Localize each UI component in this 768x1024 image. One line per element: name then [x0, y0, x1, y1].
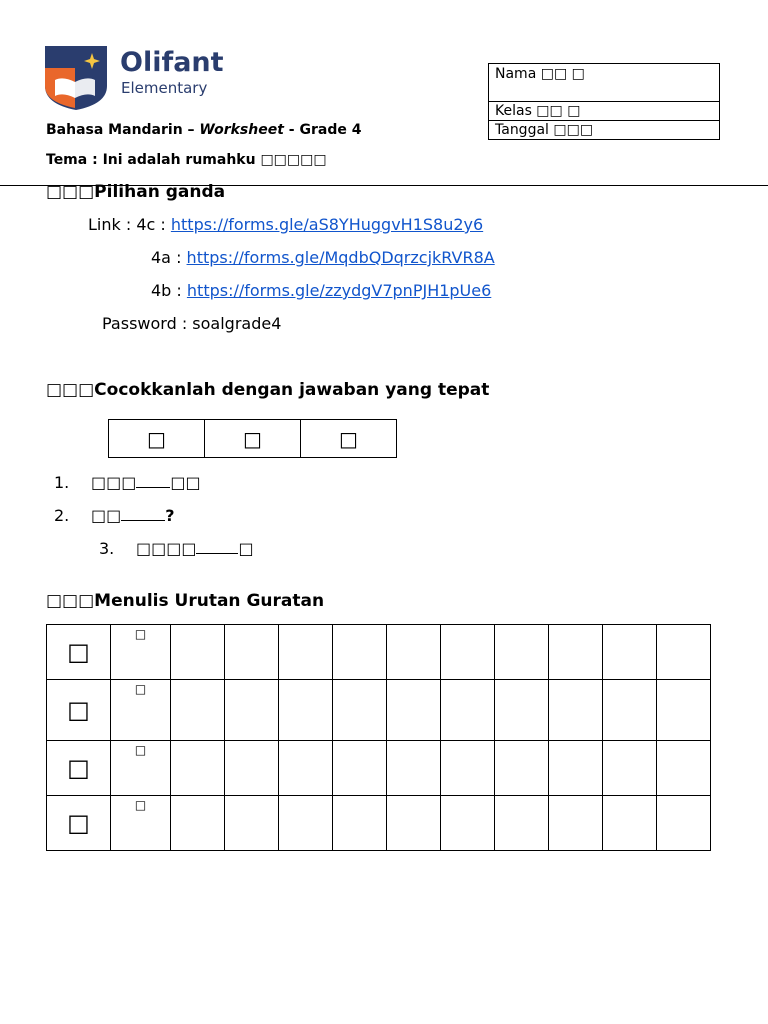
- answer-option: □: [301, 420, 397, 458]
- school-logo: [45, 46, 230, 110]
- answer-blank[interactable]: [136, 473, 170, 488]
- writing-cell[interactable]: [441, 741, 495, 796]
- link-4a-line: [151, 248, 495, 268]
- stroke-character: □: [47, 741, 111, 796]
- school-name: Olifant: [120, 47, 224, 78]
- writing-cell[interactable]: [225, 741, 279, 796]
- writing-cell[interactable]: [603, 741, 657, 796]
- pinyin-cell: □: [111, 680, 171, 741]
- stroke-row: [47, 625, 711, 680]
- stroke-character: □: [47, 625, 111, 680]
- student-info-box: [488, 63, 720, 140]
- subject-line: [46, 121, 361, 139]
- link-4a-label: 4a :: [151, 248, 187, 267]
- writing-cell[interactable]: [333, 625, 387, 680]
- answer-option: □: [205, 420, 301, 458]
- link-4b-line: [151, 281, 491, 301]
- stroke-row: [47, 680, 711, 741]
- subject-suffix: - Grade 4: [283, 122, 362, 138]
- writing-cell[interactable]: [603, 680, 657, 741]
- writing-cell[interactable]: [387, 680, 441, 741]
- question-1: [54, 473, 201, 493]
- writing-cell[interactable]: [387, 625, 441, 680]
- writing-cell[interactable]: [387, 741, 441, 796]
- question-number: 1.: [54, 473, 70, 492]
- writing-cell[interactable]: [657, 796, 711, 851]
- writing-cell[interactable]: [549, 625, 603, 680]
- stroke-order-grid: [46, 624, 711, 851]
- writing-cell[interactable]: [279, 680, 333, 741]
- pinyin-cell: □: [111, 741, 171, 796]
- nama-field[interactable]: Nama □□ □: [495, 66, 585, 82]
- question-number: 3.: [99, 539, 115, 558]
- kelas-field[interactable]: Kelas □□ □: [489, 101, 719, 120]
- writing-cell[interactable]: [171, 796, 225, 851]
- writing-cell[interactable]: [495, 680, 549, 741]
- writing-cell[interactable]: [657, 625, 711, 680]
- link-4c-label: Link : 4c :: [88, 215, 171, 234]
- writing-cell[interactable]: [225, 680, 279, 741]
- pinyin-cell: □: [111, 796, 171, 851]
- writing-cell[interactable]: [279, 741, 333, 796]
- writing-cell[interactable]: [603, 796, 657, 851]
- question-text-before: □□□□: [136, 539, 197, 558]
- stroke-character: □: [47, 796, 111, 851]
- section2-title: □□□Cocokkanlah dengan jawaban yang tepat: [46, 380, 490, 400]
- writing-cell[interactable]: [549, 680, 603, 741]
- shield-book-icon: [45, 46, 107, 110]
- writing-cell[interactable]: [549, 796, 603, 851]
- subject-italic: Worksheet: [199, 122, 284, 138]
- section3-title: □□□Menulis Urutan Guratan: [46, 591, 325, 611]
- writing-cell[interactable]: [279, 625, 333, 680]
- stroke-character: □: [47, 680, 111, 741]
- link-4a[interactable]: https://forms.gle/MqdbQDqrzcjkRVR8A: [186, 248, 495, 267]
- password-line: Password : soalgrade4: [102, 314, 282, 333]
- writing-cell[interactable]: [657, 680, 711, 741]
- question-text-after: ?: [165, 506, 175, 525]
- writing-cell[interactable]: [225, 625, 279, 680]
- stroke-row: [47, 741, 711, 796]
- link-4c[interactable]: https://forms.gle/aS8YHuggvH1S8u2y6: [170, 215, 484, 234]
- writing-cell[interactable]: [171, 741, 225, 796]
- writing-cell[interactable]: [603, 625, 657, 680]
- theme-line: Tema : Ini adalah rumahku □□□□□: [46, 152, 327, 168]
- link-4c-line: [88, 215, 483, 235]
- section1-title: □□□Pilihan ganda: [46, 182, 226, 202]
- link-4b[interactable]: https://forms.gle/zzydgV7pnPJH1pUe6: [186, 281, 492, 300]
- answer-options-table: [108, 419, 397, 458]
- question-text-before: □□□: [91, 473, 137, 492]
- answer-blank[interactable]: [121, 506, 165, 521]
- writing-cell[interactable]: [549, 741, 603, 796]
- subject-prefix: Bahasa Mandarin –: [46, 122, 200, 138]
- writing-cell[interactable]: [333, 680, 387, 741]
- writing-cell[interactable]: [657, 741, 711, 796]
- writing-cell[interactable]: [441, 625, 495, 680]
- writing-cell[interactable]: [225, 796, 279, 851]
- question-text-after: □: [238, 539, 254, 558]
- writing-cell[interactable]: [333, 796, 387, 851]
- school-subtitle: Elementary: [121, 79, 208, 97]
- writing-cell[interactable]: [441, 680, 495, 741]
- writing-cell[interactable]: [441, 796, 495, 851]
- question-text-before: □□: [91, 506, 122, 525]
- answer-blank[interactable]: [196, 539, 238, 554]
- link-4b-label: 4b :: [151, 281, 187, 300]
- question-3: [99, 539, 254, 559]
- pinyin-cell: □: [111, 625, 171, 680]
- answer-option: □: [109, 420, 205, 458]
- writing-cell[interactable]: [333, 741, 387, 796]
- writing-cell[interactable]: [495, 625, 549, 680]
- question-text-after: □□: [170, 473, 201, 492]
- question-number: 2.: [54, 506, 70, 525]
- writing-cell[interactable]: [495, 741, 549, 796]
- question-2: [54, 506, 175, 526]
- writing-cell[interactable]: [495, 796, 549, 851]
- writing-cell[interactable]: [171, 680, 225, 741]
- writing-cell[interactable]: [171, 625, 225, 680]
- stroke-row: [47, 796, 711, 851]
- writing-cell[interactable]: [279, 796, 333, 851]
- writing-cell[interactable]: [387, 796, 441, 851]
- tanggal-field[interactable]: Tanggal □□□: [489, 120, 719, 139]
